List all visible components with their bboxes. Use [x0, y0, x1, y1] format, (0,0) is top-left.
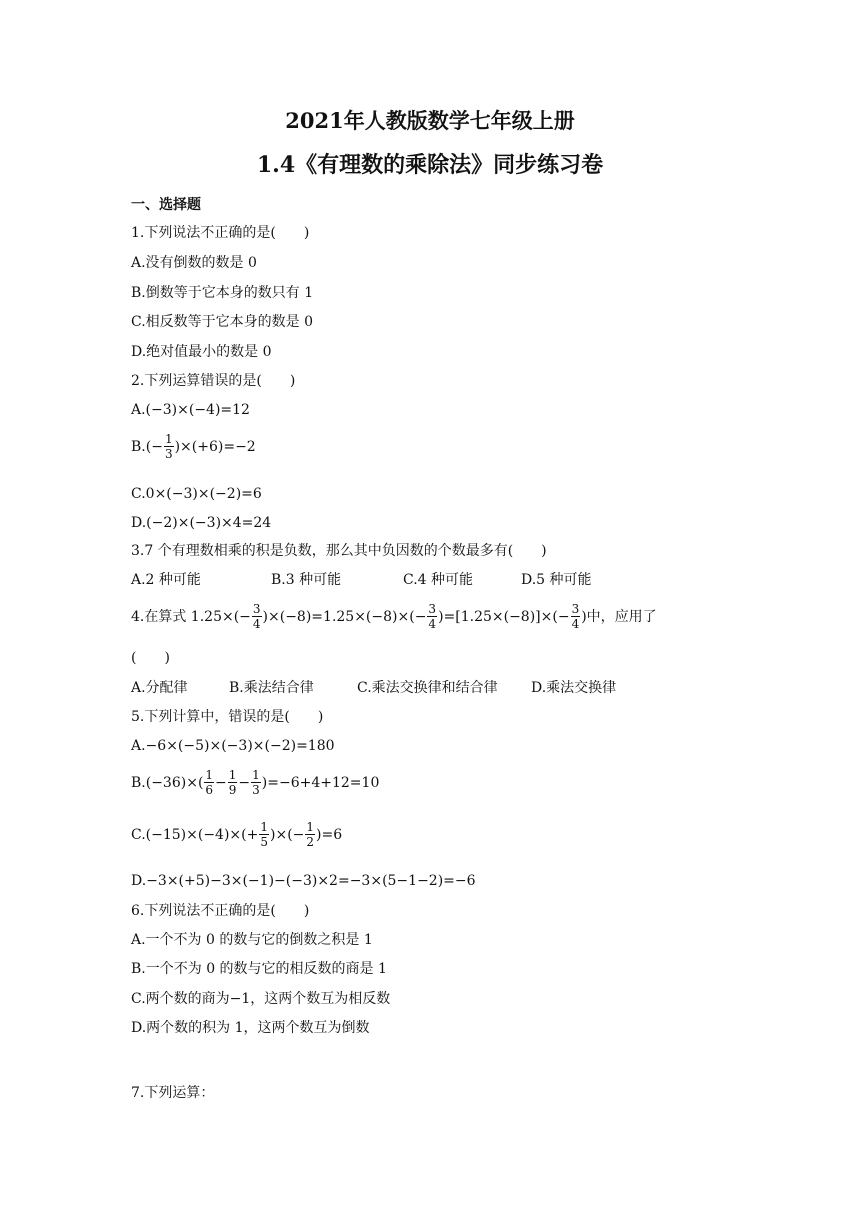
question-1-option-a: A.没有倒数的数是 0 [131, 255, 257, 271]
question-1-option-c: C.相反数等于它本身的数是 0 [131, 314, 314, 330]
question-6-option-d: D.两个数的积为 1，这两个数互为倒数 [131, 1020, 370, 1036]
fraction-denominator: 9 [228, 783, 237, 797]
question-3-option-a: A.2 种可能 [131, 572, 201, 588]
question-3-stem: 3.7 个有理数相乘的积是负数，那么其中负因数的个数最多有( ) [131, 543, 547, 559]
question-1-option-d: D.绝对值最小的数是 0 [131, 344, 272, 360]
fraction [251, 768, 261, 797]
question-4-text-part: )中，应用了 [581, 608, 657, 625]
fraction [305, 820, 315, 849]
fraction [259, 820, 269, 849]
question-4-option-a: A.分配律 [131, 680, 188, 696]
section-heading: 一、选择题 [131, 197, 201, 213]
fraction-numerator: 1 [205, 768, 214, 782]
fraction-denominator: 4 [252, 617, 261, 631]
option-b-suffix: )=−6+4+12=10 [261, 774, 380, 791]
question-4-option-c: C.乘法交换律和结合律 [357, 680, 498, 696]
fraction-numerator: 3 [571, 602, 580, 616]
question-4-text-part: 4.在算式 1.25×(− [131, 608, 251, 625]
question-2-option-c: C.0×(−3)×(−2)=6 [131, 486, 262, 502]
question-1-stem: 1.下列说法不正确的是( ) [131, 225, 310, 241]
option-b-prefix: B.(− [131, 438, 163, 455]
question-2-option-a: A.(−3)×(−4)=12 [131, 402, 250, 418]
question-6-option-c: C.两个数的商为−1，这两个数互为相反数 [131, 991, 391, 1007]
option-c-suffix: )=6 [316, 826, 343, 843]
question-4-text-part: )×(−8)=1.25×(−8)×(− [262, 608, 427, 625]
question-2-option-b [131, 432, 256, 461]
question-3-option-b: B.3 种可能 [271, 572, 342, 588]
fraction-denominator: 2 [306, 835, 315, 849]
question-2-stem: 2.下列运算错误的是( ) [131, 373, 296, 389]
fraction [252, 602, 262, 631]
question-6-option-b: B.一个不为 0 的数与它的相反数的商是 1 [131, 961, 387, 977]
fraction-denominator: 4 [428, 617, 437, 631]
fraction [228, 768, 238, 797]
question-4-stem [131, 602, 657, 631]
question-3-option-d: D.5 种可能 [521, 572, 592, 588]
fraction-denominator: 3 [252, 783, 260, 797]
fraction-denominator: 3 [164, 447, 173, 461]
question-4-option-b: B.乘法结合律 [229, 680, 314, 696]
question-6-stem: 6.下列说法不正确的是( ) [131, 903, 310, 919]
question-5-option-b [131, 768, 379, 797]
question-4-text-part: )=[1.25×(−8)]×(− [438, 608, 570, 625]
fraction-numerator: 1 [164, 432, 173, 446]
fraction-numerator: 3 [428, 602, 437, 616]
page-subtitle: 1.4《有理数的乘除法》同步练习卷 [256, 152, 604, 178]
fraction [164, 432, 174, 461]
question-3-option-c: C.4 种可能 [403, 572, 474, 588]
question-1-option-b: B.倒数等于它本身的数只有 1 [131, 285, 314, 301]
fraction-denominator: 4 [571, 617, 580, 631]
question-4-option-d: D.乘法交换律 [531, 680, 617, 696]
fraction [204, 768, 214, 797]
fraction-numerator: 1 [306, 820, 315, 834]
minus-sign: − [238, 774, 251, 791]
minus-sign: − [215, 774, 227, 791]
fraction [571, 602, 581, 631]
option-c-middle: )×(− [270, 826, 305, 843]
fraction-numerator: 1 [228, 768, 237, 782]
fraction-numerator: 1 [252, 768, 260, 782]
question-7-stem: 7.下列运算： [131, 1085, 215, 1101]
fraction [427, 602, 437, 631]
question-5-option-d: D.−3×(+5)−3×(−1)−(−3)×2=−3×(5−1−2)=−6 [131, 873, 476, 889]
question-5-stem: 5.下列计算中，错误的是( ) [131, 709, 324, 725]
question-4-bracket: ( ) [131, 650, 170, 666]
fraction-denominator: 6 [205, 783, 214, 797]
question-5-option-c [131, 820, 342, 849]
question-5-option-a: A.−6×(−5)×(−3)×(−2)=180 [131, 738, 335, 754]
option-b-suffix: )×(+6)=−2 [174, 438, 256, 455]
fraction-numerator: 3 [252, 602, 261, 616]
question-2-option-d: D.(−2)×(−3)×4=24 [131, 515, 272, 531]
fraction-numerator: 1 [260, 820, 268, 834]
page-title: 2021年人教版数学七年级上册 [285, 108, 575, 133]
question-6-option-a: A.一个不为 0 的数与它的倒数之积是 1 [131, 932, 373, 948]
fraction-denominator: 5 [260, 835, 268, 849]
option-b-prefix: B.(−36)×( [131, 774, 204, 791]
option-c-prefix: C.(−15)×(−4)×(+ [131, 826, 259, 843]
